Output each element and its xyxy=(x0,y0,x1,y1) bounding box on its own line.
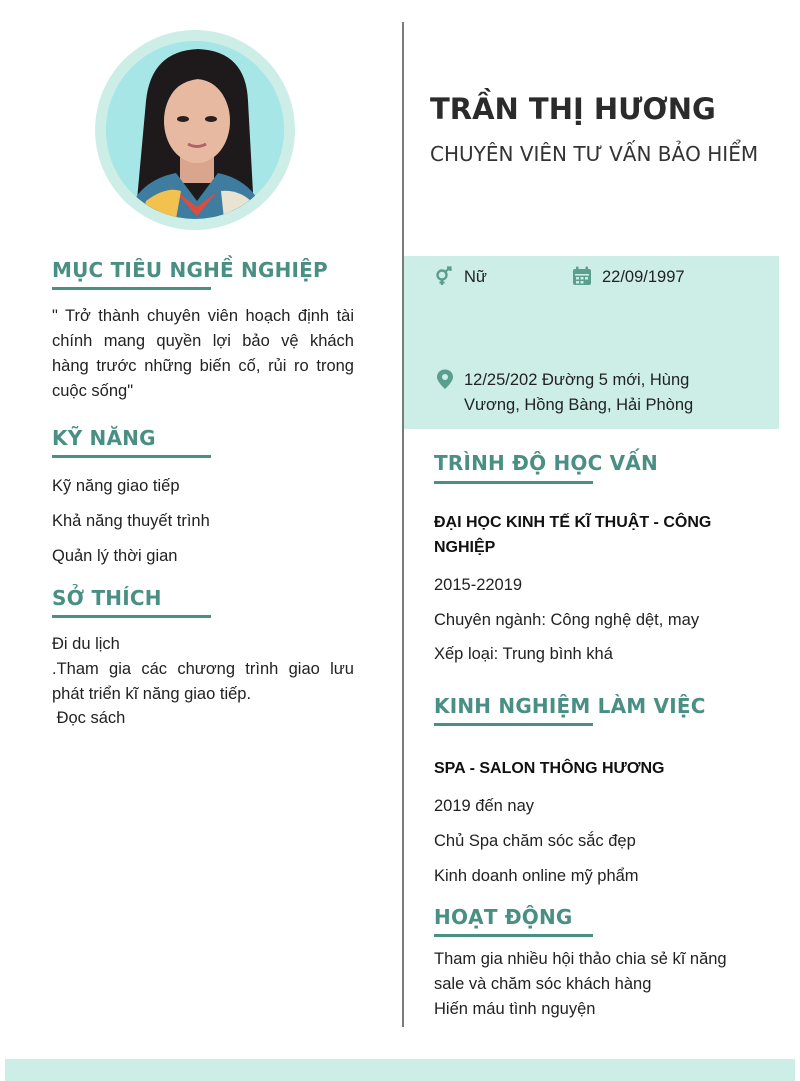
calendar-icon xyxy=(572,266,592,291)
address-line-1: 12/25/202 Đường 5 mới, Hùng xyxy=(464,371,690,389)
job-title: CHUYÊN VIÊN TƯ VẤN BẢO HIỂM xyxy=(430,142,759,166)
education-major: Chuyên ngành: Công nghệ dệt, may xyxy=(434,611,700,629)
objective-title: MỤC TIÊU NGHỀ NGHIỆP xyxy=(52,258,328,282)
column-divider xyxy=(402,22,404,1027)
activity-item: Hiến máu tình nguyện xyxy=(434,1000,596,1018)
hobbies-title: SỞ THÍCH xyxy=(52,586,162,610)
activities-underline xyxy=(434,934,593,937)
hobby-item: Đọc sách xyxy=(52,709,126,727)
hobbies-underline xyxy=(52,615,211,618)
gender-value: Nữ xyxy=(464,268,487,286)
hobby-item: .Tham gia các chương trình giao lưu phát triển kĩ năng giao tiếp. xyxy=(52,660,354,703)
address-line-2: Vương, Hồng Bàng, Hải Phòng xyxy=(464,396,694,414)
avatar-photo xyxy=(106,41,284,219)
skill-item: Khả năng thuyết trình xyxy=(52,512,210,530)
candidate-name: TRẦN THỊ HƯƠNG xyxy=(430,92,716,126)
school-name-line-1: ĐẠI HỌC KINH TẾ KĨ THUẬT - CÔNG xyxy=(434,514,712,531)
education-underline xyxy=(434,481,593,484)
footer-bar xyxy=(5,1059,795,1081)
education-years: 2015-22019 xyxy=(434,576,523,594)
hobby-item: Đi du lịch xyxy=(52,635,120,653)
activities-title: HOẠT ĐỘNG xyxy=(434,905,573,929)
skill-item: Kỹ năng giao tiếp xyxy=(52,477,180,495)
education-title: TRÌNH ĐỘ HỌC VẤN xyxy=(434,451,658,475)
objective-underline xyxy=(52,287,211,290)
gender-icon xyxy=(434,266,454,291)
experience-underline xyxy=(434,723,593,726)
experience-period: 2019 đến nay xyxy=(434,797,535,815)
experience-task: Kinh doanh online mỹ phẩm xyxy=(434,867,639,885)
experience-title: KINH NGHIỆM LÀM VIỆC xyxy=(434,694,706,718)
birthday-value: 22/09/1997 xyxy=(602,268,685,286)
avatar xyxy=(95,30,295,230)
person-portrait-icon xyxy=(106,41,284,219)
objective-text: " Trở thành chuyên viên hoạch định tài chính mang quyền lợi bảo vệ khách hàng trước những biến cố, rủi ro trong cuộc sống" xyxy=(52,307,354,400)
skills-underline xyxy=(52,455,211,458)
education-grade: Xếp loại: Trung bình khá xyxy=(434,645,613,663)
location-pin-icon xyxy=(435,369,455,394)
skill-item: Quản lý thời gian xyxy=(52,547,178,565)
experience-role: Chủ Spa chăm sóc sắc đẹp xyxy=(434,832,636,850)
activity-item: Tham gia nhiều hội thảo chia sẻ kĩ năng xyxy=(434,950,727,968)
school-name-line-2: NGHIỆP xyxy=(434,539,496,556)
company-name: SPA - SALON THÔNG HƯƠNG xyxy=(434,760,665,777)
skills-title: KỸ NĂNG xyxy=(52,426,156,450)
activity-item: sale và chăm sóc khách hàng xyxy=(434,975,652,993)
